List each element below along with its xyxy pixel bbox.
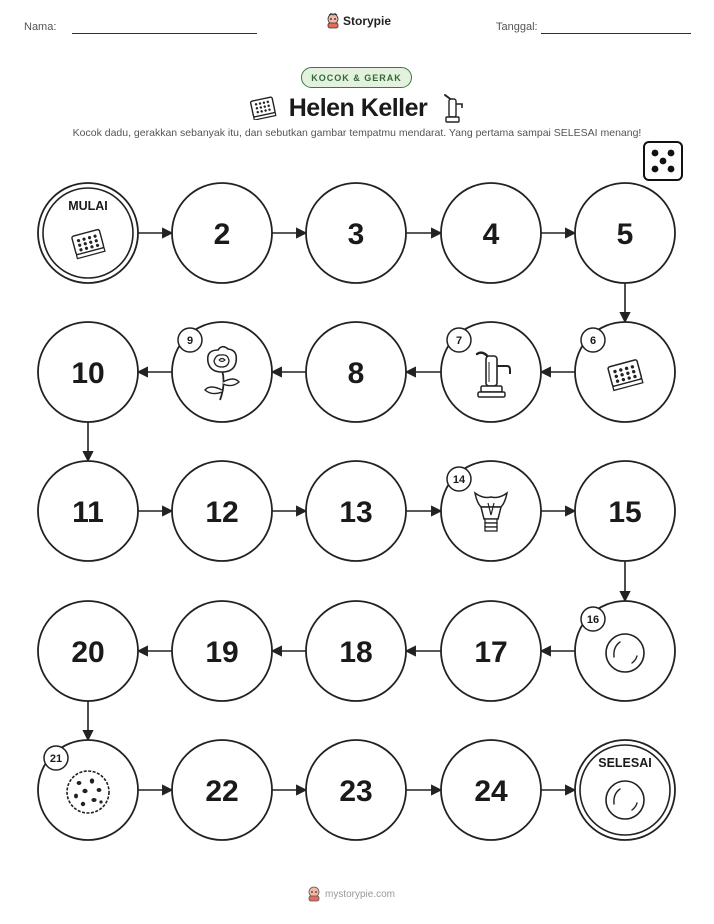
brand-name: Storypie xyxy=(343,14,392,28)
board-space-21[interactable] xyxy=(38,740,138,840)
board-space-24[interactable] xyxy=(441,740,541,840)
space-number-label: 9 xyxy=(186,335,194,347)
space-number-label: 7 xyxy=(455,335,463,347)
space-number-label: 23 xyxy=(339,775,373,808)
name-label: Nama: xyxy=(24,21,57,33)
board-space-1[interactable] xyxy=(38,183,138,283)
space-number-label: 17 xyxy=(474,636,508,669)
board-space-19[interactable] xyxy=(172,601,272,701)
board-space-3[interactable] xyxy=(306,183,406,283)
space-number-label: 21 xyxy=(49,753,63,765)
board-space-5[interactable] xyxy=(575,183,675,283)
cookie-icon xyxy=(67,771,109,813)
space-number-label: 3 xyxy=(347,218,365,251)
board-space-12[interactable] xyxy=(172,461,272,561)
space-number-label: 10 xyxy=(71,357,105,390)
board-spaces xyxy=(38,183,675,840)
board-space-9[interactable] xyxy=(172,322,272,422)
instructions-text: Kocok dadu, gerakkan sebanyak itu, dan sebutkan gambar tempatmu mendarat. Yang pertama sampai SELESAI menang! xyxy=(72,127,642,139)
space-number-label: 2 xyxy=(213,218,231,251)
page-title: Helen Keller xyxy=(288,93,428,122)
board-space-18[interactable] xyxy=(306,601,406,701)
space-number-label: 19 xyxy=(205,636,239,669)
space-number-label: 18 xyxy=(339,636,373,669)
space-number-label: 11 xyxy=(72,496,104,529)
board-space-10[interactable] xyxy=(38,322,138,422)
board-space-8[interactable] xyxy=(306,322,406,422)
board-space-11[interactable] xyxy=(38,461,138,561)
footer xyxy=(307,886,407,902)
space-number-label: 22 xyxy=(205,775,239,808)
activity-badge: KOCOK & GERAK xyxy=(301,67,412,88)
board-space-16[interactable] xyxy=(575,601,675,701)
space-number-label: 20 xyxy=(71,636,105,669)
space-number-label: 5 xyxy=(616,218,634,251)
space-number-label: 14 xyxy=(452,474,466,486)
board-space-22[interactable] xyxy=(172,740,272,840)
board-space-2[interactable] xyxy=(172,183,272,283)
space-number-label: 12 xyxy=(205,496,239,529)
bubble-icon xyxy=(606,634,644,672)
board-space-4[interactable] xyxy=(441,183,541,283)
footer-url[interactable]: mystorypie.com xyxy=(325,888,396,900)
board-space-15[interactable] xyxy=(575,461,675,561)
start-label: MULAI xyxy=(68,199,108,213)
space-number-label: 24 xyxy=(474,775,508,808)
board-space-17[interactable] xyxy=(441,601,541,701)
space-number-label: 8 xyxy=(347,357,365,390)
date-label: Tanggal: xyxy=(496,21,538,33)
bubble-icon xyxy=(606,781,644,819)
space-number-label: 4 xyxy=(482,218,500,251)
space-number-label: 16 xyxy=(586,614,600,626)
board-space-20[interactable] xyxy=(38,601,138,701)
board-space-25[interactable] xyxy=(575,740,675,840)
board-space-7[interactable] xyxy=(441,322,541,422)
storypie-mascot-icon xyxy=(307,886,321,902)
finish-label: SELESAI xyxy=(598,756,652,770)
board-space-13[interactable] xyxy=(306,461,406,561)
board-space-14[interactable] xyxy=(441,461,541,561)
board-space-6[interactable] xyxy=(575,322,675,422)
space-number-label: 15 xyxy=(608,496,642,529)
board-space-23[interactable] xyxy=(306,740,406,840)
space-number-label: 6 xyxy=(589,335,597,347)
space-number-label: 13 xyxy=(339,496,373,529)
